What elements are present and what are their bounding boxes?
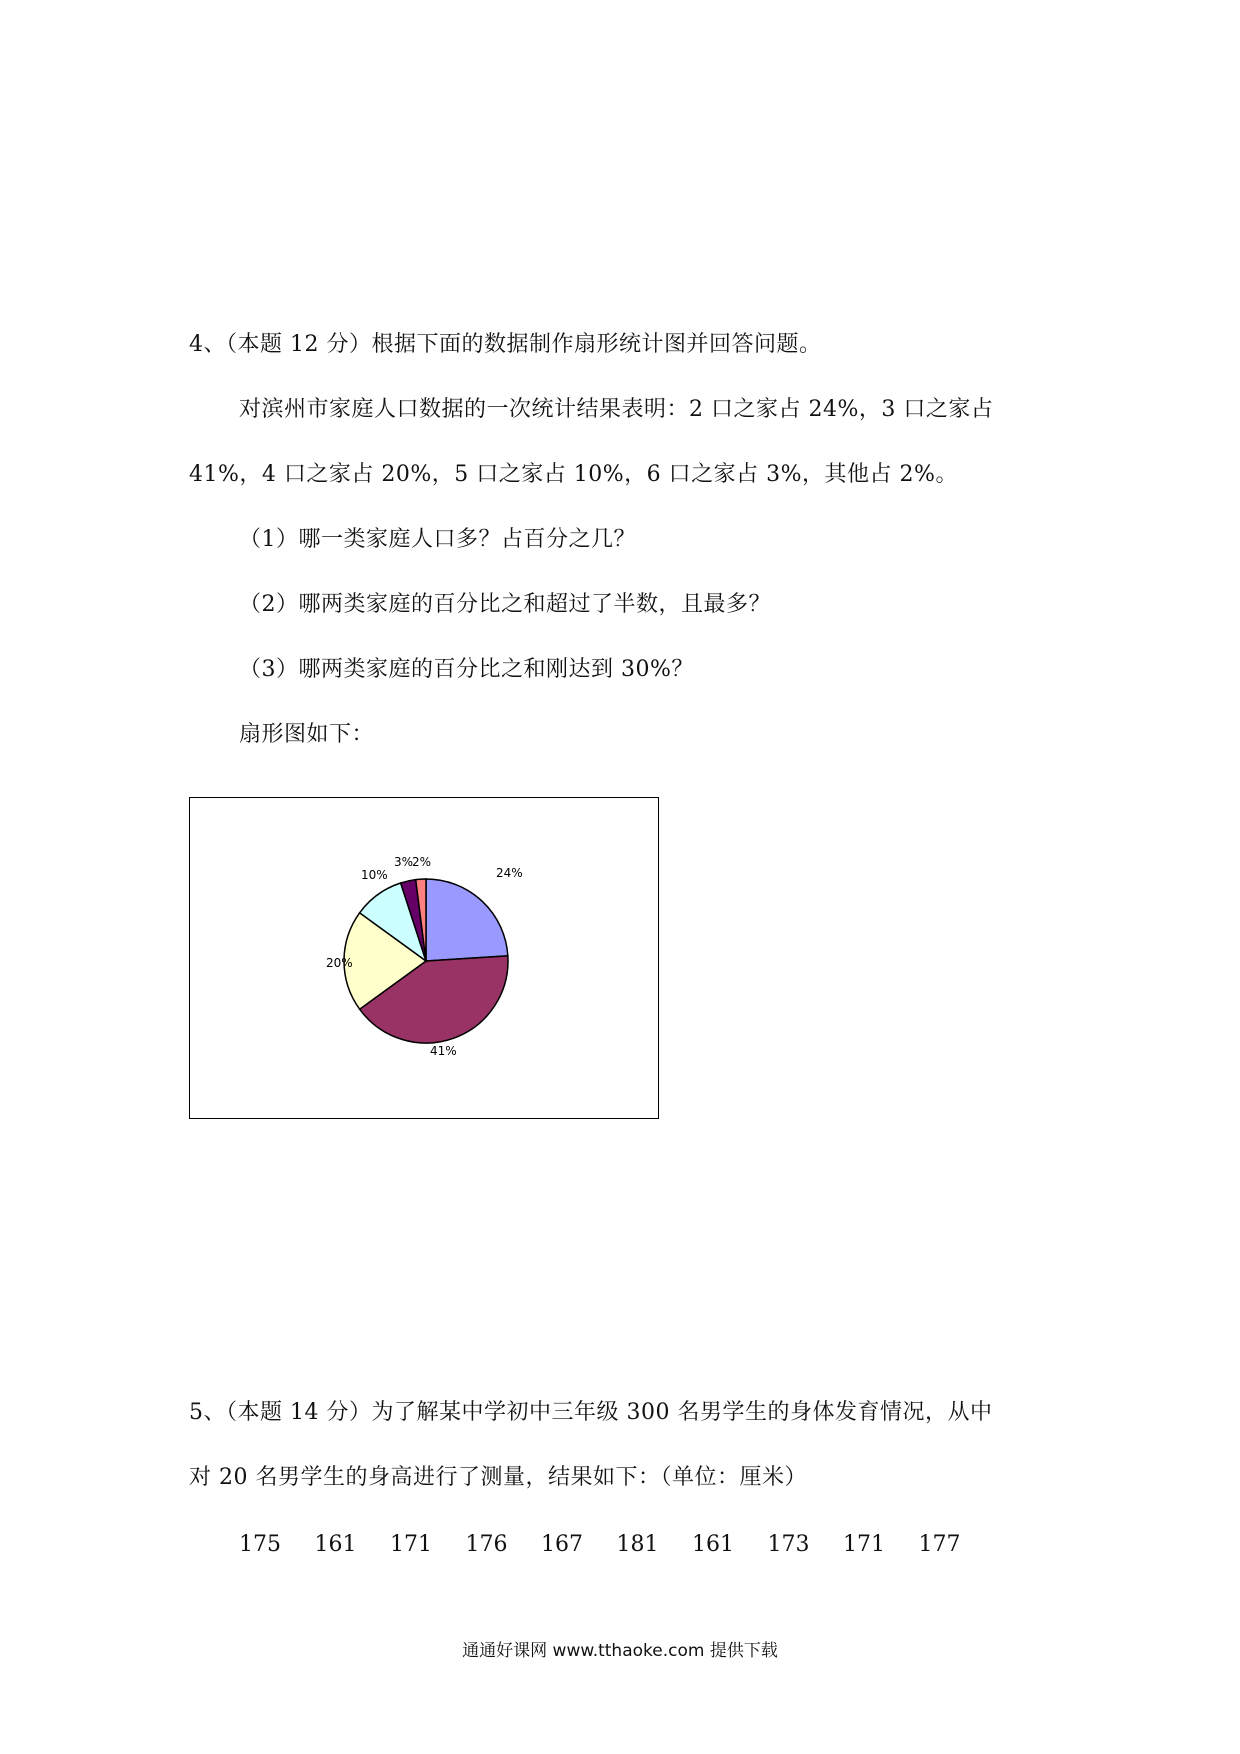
q4-subquestion-2: （2）哪两类家庭的百分比之和超过了半数，且最多？ xyxy=(239,592,771,617)
q4-paragraph-line1: 对滨州市家庭人口数据的一次统计结果表明：2 口之家占 24%，3 口之家占 xyxy=(239,397,994,422)
pie-label-2: 41% xyxy=(430,1044,457,1058)
height-value: 181 xyxy=(616,1532,659,1557)
q5-line1: 5、（本题 14 分）为了解某中学初中三年级 300 名男学生的身体发育情况，从中 xyxy=(189,1400,993,1425)
height-value: 161 xyxy=(314,1532,357,1557)
pie-label-4: 10% xyxy=(361,868,388,882)
q5-line2: 对 20 名男学生的身高进行了测量，结果如下：（单位：厘米） xyxy=(189,1465,807,1490)
pie-label-3: 20% xyxy=(326,956,353,970)
footer-source: 通通好课网 www.tthaoke.com 提供下载 xyxy=(462,1641,778,1661)
q4-subquestion-3: （3）哪两类家庭的百分比之和刚达到 30%？ xyxy=(239,657,694,682)
height-value: 176 xyxy=(465,1532,508,1557)
height-value: 171 xyxy=(843,1532,885,1557)
height-value: 175 xyxy=(239,1532,281,1557)
q4-chart-intro: 扇形图如下： xyxy=(239,722,375,747)
q4-heading: 4、（本题 12 分）根据下面的数据制作扇形统计图并回答问题。 xyxy=(189,332,822,357)
q4-paragraph-line2: 41%，4 口之家占 20%，5 口之家占 10%，6 口之家占 3%，其他占 2%。 xyxy=(189,462,958,487)
height-value: 171 xyxy=(390,1532,432,1557)
height-values-row xyxy=(239,1530,994,1560)
pie-label-1: 24% xyxy=(496,866,523,880)
pie-chart xyxy=(190,798,660,1120)
pie-chart-frame xyxy=(189,797,659,1119)
height-value: 173 xyxy=(767,1532,810,1557)
pie-label-5: 3% xyxy=(394,855,414,869)
height-value: 177 xyxy=(918,1532,961,1557)
pie-label-6: 2% xyxy=(412,855,432,869)
height-value: 161 xyxy=(692,1532,734,1557)
q4-subquestion-1: （1）哪一类家庭人口多？占百分之几？ xyxy=(239,527,636,552)
height-value: 167 xyxy=(541,1532,583,1557)
pie-slice-1 xyxy=(426,879,508,961)
